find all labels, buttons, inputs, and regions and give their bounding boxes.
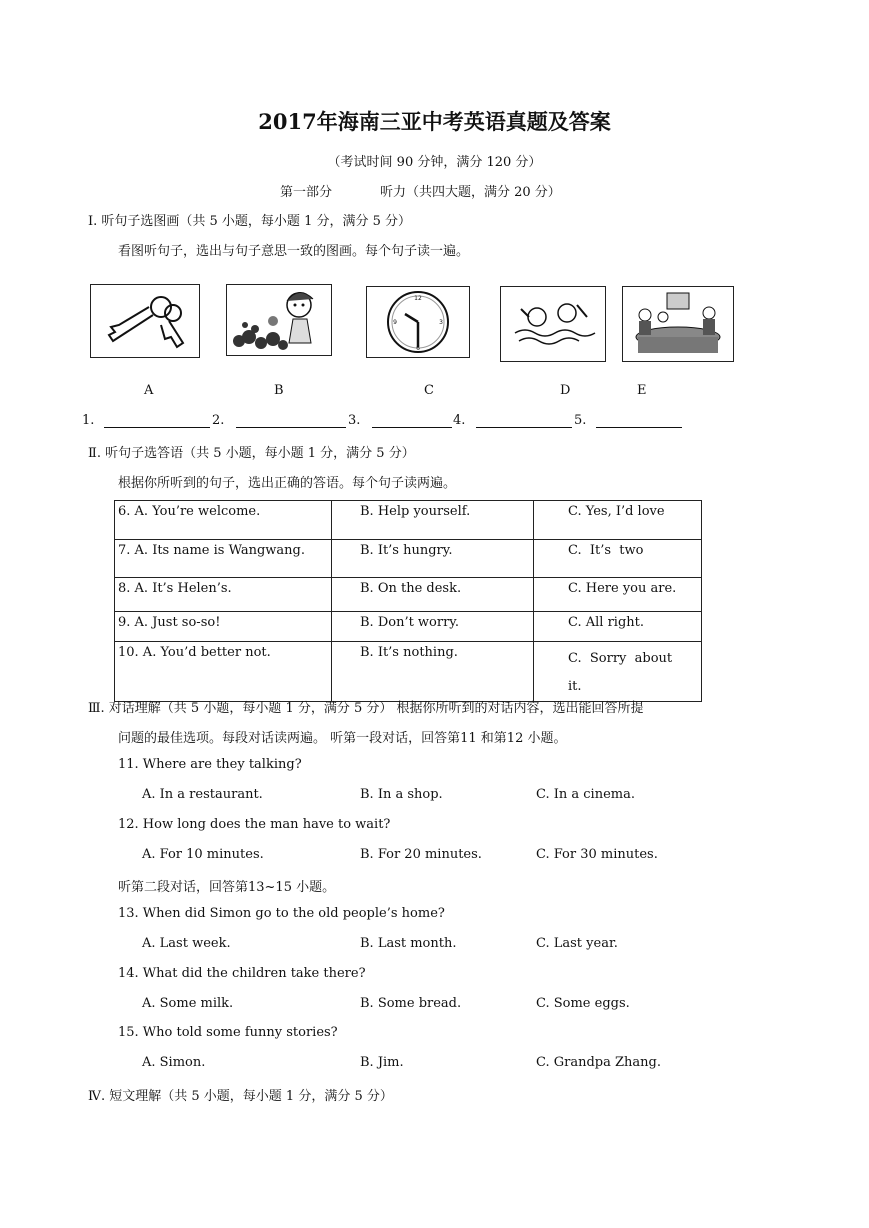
q13-option-c: C. Last year. xyxy=(536,936,618,951)
svg-text:6: 6 xyxy=(416,345,420,352)
q14-option-c: C. Some eggs. xyxy=(536,996,630,1011)
q12-option-b: B. For 20 minutes. xyxy=(360,847,482,862)
picture-d-swimming xyxy=(500,286,606,362)
q10-option-c: C. Sorry about xyxy=(568,651,673,666)
q15-option-c: C. Grandpa Zhang. xyxy=(536,1055,661,1070)
q6-option-b: B. Help yourself. xyxy=(332,501,534,540)
svg-text:3: 3 xyxy=(439,319,443,326)
sec3-heading: Ⅲ. 对话理解（共 5 小题，每小题 1 分，满分 5 分） 根据你所听到的对话内容，选出能回答所提 xyxy=(88,701,644,716)
picture-label-a: A xyxy=(144,383,154,398)
q8-option-a: 8. A. It’s Helen’s. xyxy=(115,578,332,612)
q15-option-a: A. Simon. xyxy=(142,1055,206,1070)
blank-number-1: 1. xyxy=(82,413,95,428)
q13-option-b: B. Last month. xyxy=(360,936,457,951)
picture-label-e: E xyxy=(637,383,647,398)
exam-info: （考试时间 90 分钟，满分 120 分） xyxy=(327,155,542,170)
dialog2-note: 听第二段对话，回答第13~15 小题。 xyxy=(118,880,336,895)
q12-option-c: C. For 30 minutes. xyxy=(536,847,658,862)
answer-blank-3[interactable] xyxy=(372,413,452,428)
part1-name: 第一部分 xyxy=(280,185,333,200)
q9-option-b: B. Don’t worry. xyxy=(332,612,534,642)
answer-blank-2[interactable] xyxy=(236,413,346,428)
answer-blank-4[interactable] xyxy=(476,413,572,428)
q8-option-c: C. Here you are. xyxy=(534,578,702,612)
answer-blank-1[interactable] xyxy=(104,413,210,428)
table-row xyxy=(115,578,702,612)
sec4-heading: Ⅳ. 短文理解（共 5 小题，每小题 1 分，满分 5 分） xyxy=(88,1089,393,1104)
table-row xyxy=(115,501,702,540)
page-title: 2017年海南三亚中考英语真题及答案 xyxy=(258,109,611,134)
table-row xyxy=(115,642,702,702)
sec1-instruction: 看图听句子，选出与句子意思一致的图画。每个句子读一遍。 xyxy=(118,244,470,259)
q14-option-a: A. Some milk. xyxy=(142,996,234,1011)
q10-option-c-cont: it. xyxy=(568,679,582,694)
sec1-heading: Ⅰ. 听句子选图画（共 5 小题，每小题 1 分，满分 5 分） xyxy=(88,214,412,229)
table-row xyxy=(115,540,702,578)
sec2-instruction: 根据你所听到的句子，选出正确的答语。每个句子读两遍。 xyxy=(118,476,457,491)
q12-option-a: A. For 10 minutes. xyxy=(142,847,264,862)
q10-option-a: 10. A. You’d better not. xyxy=(115,642,332,702)
q14-option-b: B. Some bread. xyxy=(360,996,462,1011)
svg-text:12: 12 xyxy=(414,295,422,302)
q11-option-c: C. In a cinema. xyxy=(536,787,635,802)
blank-number-4: 4. xyxy=(453,413,466,428)
table-row xyxy=(115,612,702,642)
q10-option-b: B. It’s nothing. xyxy=(332,642,534,702)
q11-option-a: A. In a restaurant. xyxy=(142,787,263,802)
q6-option-a: 6. A. You’re welcome. xyxy=(115,501,332,540)
q12-question: 12. How long does the man have to wait? xyxy=(118,817,391,832)
picture-label-b: B xyxy=(274,383,284,398)
picture-b-girl-leaves xyxy=(226,284,332,356)
sec2-options-table xyxy=(114,500,702,702)
q9-option-a: 9. A. Just so-so! xyxy=(115,612,332,642)
q11-option-b: B. In a shop. xyxy=(360,787,443,802)
picture-label-c: C xyxy=(424,383,434,398)
picture-a-keys xyxy=(90,284,200,358)
q7-option-b: B. It’s hungry. xyxy=(332,540,534,578)
q11-question: 11. Where are they talking? xyxy=(118,757,302,772)
part1-desc: 听力（共四大题，满分 20 分） xyxy=(380,185,561,200)
picture-e-family-dinner xyxy=(622,286,734,362)
picture-label-d: D xyxy=(560,383,571,398)
q15-option-b: B. Jim. xyxy=(360,1055,404,1070)
q8-option-b: B. On the desk. xyxy=(332,578,534,612)
q13-question: 13. When did Simon go to the old people’s home? xyxy=(118,906,445,921)
svg-text:9: 9 xyxy=(393,319,397,326)
q10-option-c-cell xyxy=(534,642,702,702)
blank-number-3: 3. xyxy=(348,413,361,428)
q9-option-c: C. All right. xyxy=(534,612,702,642)
picture-c-clock xyxy=(366,286,470,358)
sec2-heading: Ⅱ. 听句子选答语（共 5 小题，每小题 1 分，满分 5 分） xyxy=(88,446,415,461)
blank-number-2: 2. xyxy=(212,413,225,428)
q7-option-c: C. It’s two xyxy=(534,540,702,578)
q6-option-c: C. Yes, I’d love xyxy=(534,501,702,540)
sec3-heading-cont: 问题的最佳选项。每段对话读两遍。 听第一段对话，回答第11 和第12 小题。 xyxy=(118,731,567,746)
answer-blank-5[interactable] xyxy=(596,413,682,428)
q7-option-a: 7. A. Its name is Wangwang. xyxy=(115,540,332,578)
blank-number-5: 5. xyxy=(574,413,587,428)
q15-question: 15. Who told some funny stories? xyxy=(118,1025,338,1040)
q13-option-a: A. Last week. xyxy=(142,936,231,951)
q14-question: 14. What did the children take there? xyxy=(118,966,366,981)
